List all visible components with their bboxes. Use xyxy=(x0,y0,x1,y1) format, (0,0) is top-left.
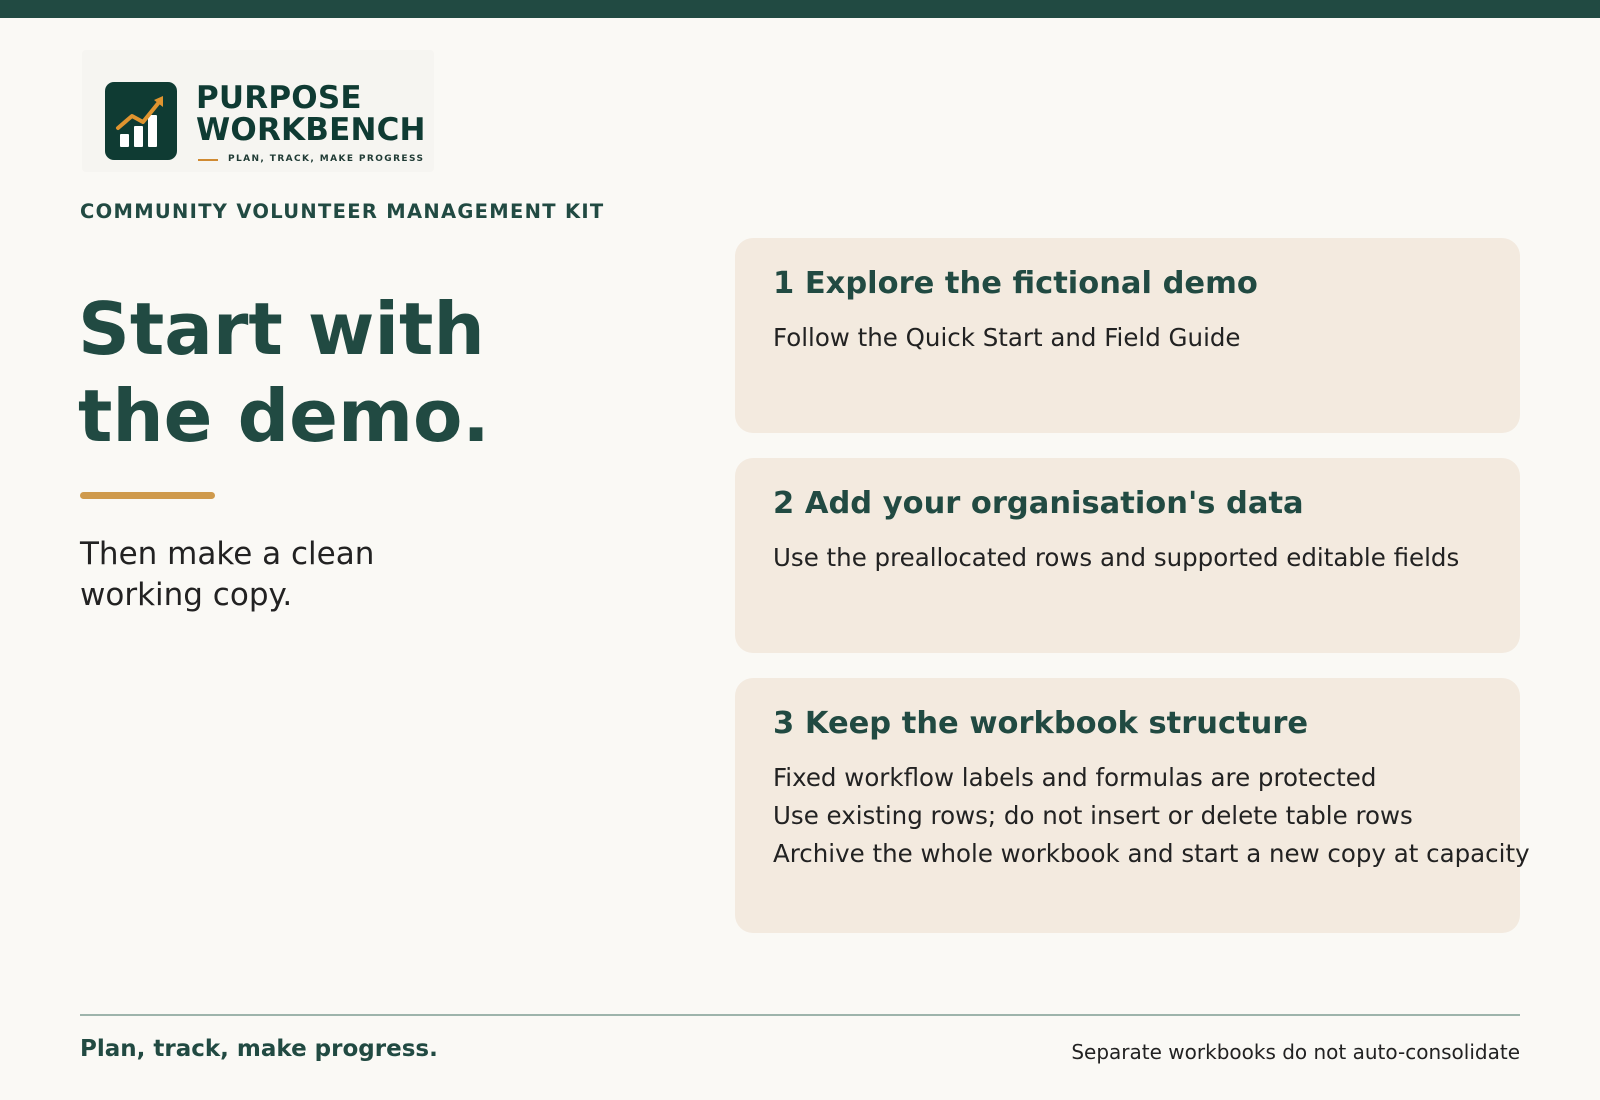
footer-tagline: Plan, track, make progress. xyxy=(80,1036,438,1062)
headline-line-1: Start with xyxy=(78,287,485,371)
footer-divider xyxy=(80,1014,1520,1016)
logo-tagline-dash xyxy=(198,159,218,161)
step-card-add-data xyxy=(735,458,1520,653)
logo-word-workbench: WORKBENCH xyxy=(196,112,426,148)
footer-note: Separate workbooks do not auto-consolidate xyxy=(1071,1040,1520,1064)
step-card-explore-demo xyxy=(735,238,1520,433)
step-card-line: Archive the whole workbook and start a new copy at capacity xyxy=(773,839,1530,868)
rising-bar-chart-icon xyxy=(105,82,177,160)
step-card-line: Follow the Quick Start and Field Guide xyxy=(773,323,1241,352)
purpose-workbench-logo xyxy=(82,50,434,172)
page-headline xyxy=(78,286,490,460)
step-card-line: Fixed workflow labels and formulas are protected xyxy=(773,763,1377,792)
top-accent-bar xyxy=(0,0,1600,18)
logo-word-purpose: PURPOSE xyxy=(196,80,362,116)
headline-line-2: the demo. xyxy=(78,374,490,458)
subheading-line-2: working copy. xyxy=(80,577,293,613)
step-card-title: 1 Explore the fictional demo xyxy=(773,266,1258,301)
kit-name-kicker: COMMUNITY VOLUNTEER MANAGEMENT KIT xyxy=(80,200,605,223)
step-card-title: 2 Add your organisation's data xyxy=(773,486,1304,521)
logo-tagline: PLAN, TRACK, MAKE PROGRESS xyxy=(228,154,425,164)
step-card-keep-structure xyxy=(735,678,1530,933)
step-card-body xyxy=(773,319,1241,357)
subheading xyxy=(80,534,374,616)
step-card-body xyxy=(773,759,1530,873)
subheading-line-1: Then make a clean xyxy=(80,536,375,572)
step-card-body xyxy=(773,539,1459,577)
accent-divider xyxy=(80,492,215,499)
step-card-title: 3 Keep the workbook structure xyxy=(773,706,1309,741)
step-card-line: Use existing rows; do not insert or delete table rows xyxy=(773,801,1413,830)
step-card-line: Use the preallocated rows and supported editable fields xyxy=(773,543,1460,572)
